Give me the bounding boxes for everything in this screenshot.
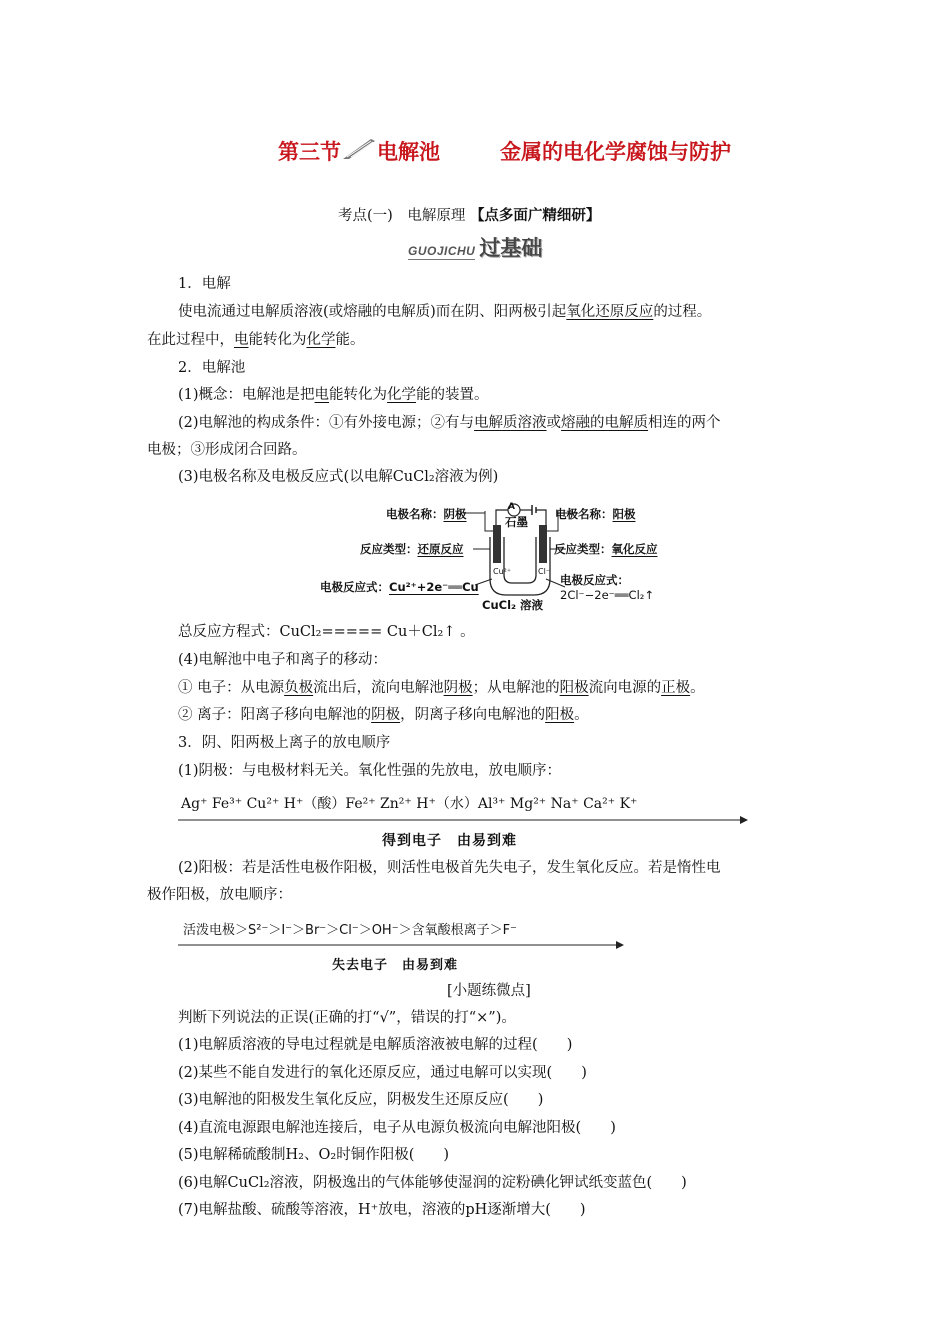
anode-caption: 失去电子 由易到难 <box>332 958 459 973</box>
underlined-term: 阳极 <box>559 680 589 696</box>
underlined-term: 阴极 <box>371 707 401 723</box>
ammeter-symbol: A <box>508 502 515 512</box>
basics-badge <box>408 232 542 262</box>
text: 的过程。 <box>653 304 712 320</box>
badge-zh: 过基础 <box>479 236 543 260</box>
ion-movement <box>178 705 589 725</box>
value: 阳极 <box>612 507 636 521</box>
underlined-term: 电 <box>234 332 249 348</box>
underlined-term: 阳极 <box>545 707 575 723</box>
label: 电极反应式： <box>320 580 389 594</box>
label: 电极名称： <box>386 507 444 521</box>
practice-item: (4)直流电源跟电解池连接后，电子从电源负极流向电解池阳极( ) <box>178 1120 616 1136</box>
text: ；从电解池的 <box>472 680 560 696</box>
cathode-arrow <box>178 815 748 825</box>
text: 。 <box>574 707 589 723</box>
practice-heading: [小题练微点] <box>447 983 531 999</box>
text: Cu＋Cl₂↑ 。 <box>382 624 475 640</box>
anode-reaction-type <box>554 541 658 557</box>
underlined-term: 负极 <box>284 680 314 696</box>
text: 总反应方程式：CuCl₂ <box>178 624 322 640</box>
text: 能转化为 <box>329 387 388 403</box>
cathode-reaction-type <box>360 541 464 557</box>
anode-equation-label: 电极反应式： <box>560 573 629 587</box>
solution-label: CuCl₂ 溶液 <box>482 598 544 612</box>
text: 能转化为 <box>248 332 307 348</box>
text: ，阴离子移向电解池的 <box>400 707 546 723</box>
cathode-equation <box>320 579 479 595</box>
cell-conditions-line1 <box>178 413 721 433</box>
label: 电极名称： <box>555 507 613 521</box>
cation-label: Cu²⁺ <box>493 567 512 576</box>
graphite-label: 石墨 <box>505 515 528 529</box>
anode-rule-line1: (2)阳极：若是活性电极作阳极，则活性电极首先失电子，发生氧化反应。若是惰性电 <box>178 860 721 876</box>
value: 还原反应 <box>417 542 464 556</box>
electrolysis-definition-line1 <box>178 302 711 322</box>
practice-item: (3)电解池的阳极发生氧化反应，阴极发生还原反应( ) <box>178 1092 544 1108</box>
label: 反应类型： <box>360 542 418 556</box>
cell-conditions-line2: 电极；③形成闭合回路。 <box>147 442 307 458</box>
anode-arrow <box>178 940 624 950</box>
underlined-term: 氧化还原反应 <box>566 304 654 320</box>
text: 相连的两个 <box>648 415 721 431</box>
practice-intro: 判断下列说法的正误(正确的打“√”，错误的打“×”)。 <box>178 1010 516 1026</box>
section-tag: 【点多面广精细研】 <box>469 207 601 224</box>
electron-movement <box>178 678 705 698</box>
section-name: 考点(一) 电解原理 <box>338 208 466 224</box>
anode-sequence: 活泼电极＞S²⁻＞I⁻＞Br⁻＞Cl⁻＞OH⁻＞含氧酸根离子＞F⁻ <box>183 923 517 938</box>
text: 。 <box>690 680 705 696</box>
anode-rule-line2: 极作阳极，放电顺序： <box>147 887 292 903</box>
practice-item: (7)电解盐酸、硫酸等溶液，H⁺放电，溶液的pH逐渐增大( ) <box>178 1202 586 1218</box>
text: ② 离子：阳离子移向电解池的 <box>178 707 372 723</box>
equals-sign: ===== <box>321 624 383 640</box>
cell-concept <box>178 385 489 405</box>
practice-item: (1)电解质溶液的导电过程就是电解质溶液被电解的过程( ) <box>178 1037 573 1053</box>
heading-electrolytic-cell: 2．电解池 <box>178 360 246 376</box>
cathode-rule: (1)阴极：与电极材料无关。氧化性强的先放电，放电顺序： <box>178 763 562 779</box>
practice-item: (2)某些不能自发进行的氧化还原反应，通过电解可以实现( ) <box>178 1065 587 1081</box>
title-part-1: 第三节 <box>278 140 341 164</box>
label: 反应类型： <box>554 542 612 556</box>
underlined-term: 阴极 <box>443 680 473 696</box>
total-equation <box>178 622 475 642</box>
text: (1)概念：电解池是把 <box>178 387 315 403</box>
cathode-caption: 得到电子 由易到难 <box>382 833 517 849</box>
heading-electrolysis: 1．电解 <box>178 276 231 292</box>
text: 或 <box>546 415 562 431</box>
text: 流出后，流向电解池 <box>313 680 444 696</box>
section-heading <box>338 204 600 225</box>
underlined-term: 正极 <box>661 680 691 696</box>
electrolysis-diagram <box>320 497 670 612</box>
text: 使电流通过电解质溶液(或熔融的电解质)而在阴、阳两极引起 <box>178 304 567 320</box>
text: 在此过程中， <box>147 332 234 348</box>
underlined-term: 熔融的电解质 <box>561 415 649 431</box>
cathode-name <box>386 506 467 522</box>
anion-label: Cl⁻ <box>538 567 551 576</box>
title-part-2: 电解池 <box>377 140 440 164</box>
practice-item: (6)电解CuCl₂溶液，阴极逸出的气体能够使湿润的淀粉碘化钾试纸变蓝色( ) <box>178 1175 687 1191</box>
title-part-3: 金属的电化学腐蚀与防护 <box>500 140 731 164</box>
text: ① 电子：从电源 <box>178 680 285 696</box>
text: (2)电解池的构成条件：①有外接电源；②有与 <box>178 415 475 431</box>
electrode-example-heading: (3)电极名称及电极反应式(以电解CuCl₂溶液为例) <box>178 469 499 485</box>
practice-item: (5)电解稀硫酸制H₂、O₂时铜作阳极( ) <box>178 1147 450 1163</box>
text: 能。 <box>335 332 365 348</box>
movement-heading: (4)电解池中电子和离子的移动： <box>178 652 388 668</box>
underlined-term: 电解质溶液 <box>474 415 547 431</box>
cathode-sequence: Ag⁺ Fe³⁺ Cu²⁺ H⁺（酸）Fe²⁺ Zn²⁺ H⁺（水）Al³⁺ Mg²⁺ Na⁺ Ca²⁺ K⁺ <box>181 796 638 812</box>
quill-icon <box>341 137 377 161</box>
value: Cu²⁺+2e⁻══Cu <box>389 580 479 594</box>
page-title <box>278 136 731 166</box>
value: 氧化反应 <box>611 542 658 556</box>
text: 流向电源的 <box>588 680 662 696</box>
underlined-term: 电 <box>314 387 330 403</box>
anode-equation: 2Cl⁻−2e⁻══Cl₂↑ <box>560 588 655 602</box>
underlined-term: 化学 <box>387 387 417 403</box>
anode-name <box>555 506 636 522</box>
discharge-order-heading: 3．阴、阳两极上离子的放电顺序 <box>178 735 391 751</box>
electrolysis-definition-line2 <box>147 330 365 350</box>
text: 能的装置。 <box>416 387 489 403</box>
badge-en: GUOJICHU <box>408 244 476 258</box>
underlined-term: 化学 <box>306 332 336 348</box>
value: 阴极 <box>443 507 467 521</box>
